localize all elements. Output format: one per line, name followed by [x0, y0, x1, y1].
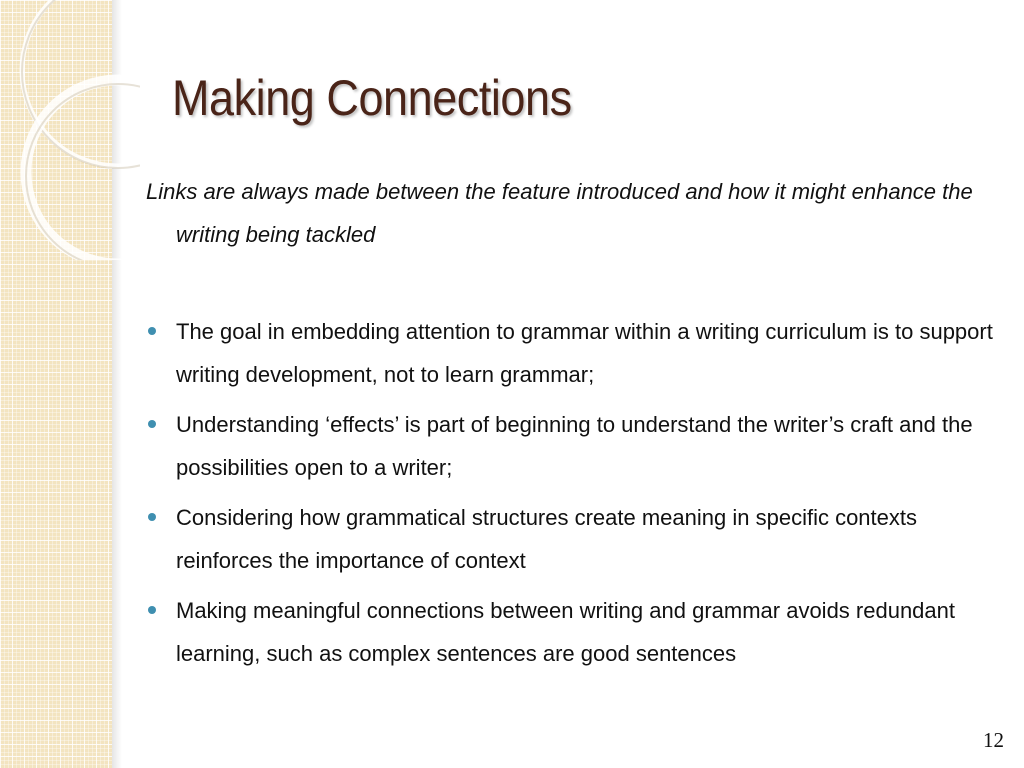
bullet-dot-icon	[148, 606, 156, 614]
bullet-text: Understanding ‘effects’ is part of beginning to understand the writer’s craft and the possibilities open to a writer;	[176, 412, 973, 480]
bullet-dot-icon	[148, 513, 156, 521]
bullet-text: Making meaningful connections between writing and grammar avoids redundant learning, such as complex sentences are good sentences	[176, 598, 956, 666]
decorative-rings	[0, 0, 140, 260]
intro-text: Links are always made between the feature introduced and how it might enhance the writing being tackled	[146, 179, 973, 247]
list-item	[146, 496, 996, 582]
slide-body	[146, 170, 996, 682]
list-item	[146, 403, 996, 489]
bullet-list	[146, 310, 996, 675]
slide-title: Making Connections	[172, 70, 572, 126]
bullet-dot-icon	[148, 420, 156, 428]
bullet-text: Considering how grammatical structures create meaning in specific contexts reinforces the importance of context	[176, 505, 917, 573]
bullet-text: The goal in embedding attention to grammar within a writing curriculum is to support writing development, not to learn grammar;	[176, 319, 993, 387]
bullet-dot-icon	[148, 327, 156, 335]
list-item	[146, 310, 996, 396]
page-number: 12	[983, 728, 1004, 752]
list-item	[146, 589, 996, 675]
decorative-ring-lower	[26, 80, 140, 260]
